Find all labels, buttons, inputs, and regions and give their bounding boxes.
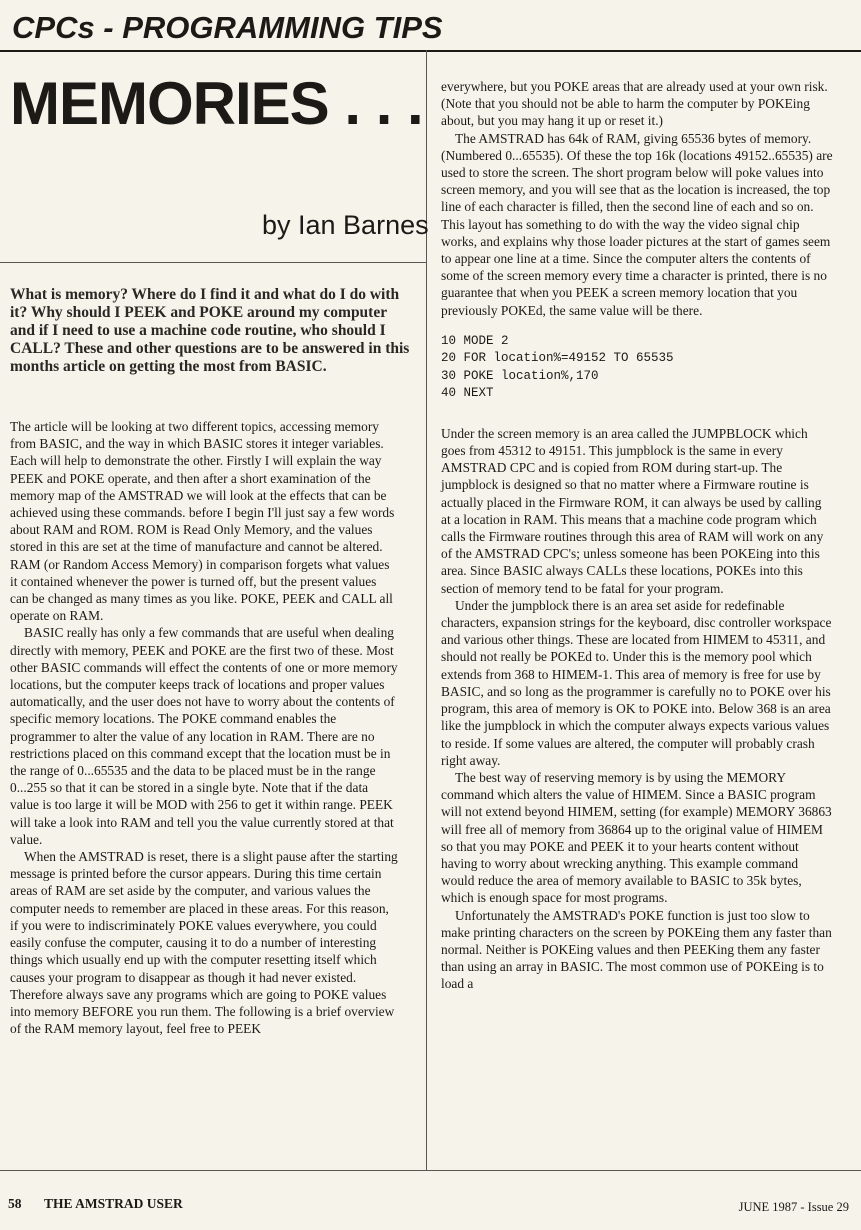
body-paragraph: The best way of reserving memory is by using the MEMORY command which alters the value of HIMEM. Since a BASIC program will not extend beyond HIMEM, setting (for example) MEMORY 36863 will free all of memory from 36864 up to the original value of HIMEM so that you may POKE and PEEK it to your hearts content without having to worry about wrecking anything. This example command would reduce the area of memory available to BASIC to 35k bytes, which is enough space for most programs. [441,769,832,906]
code-line: 40 NEXT [441,386,494,401]
byline: by Ian Barnes [262,210,429,240]
body-paragraph: The article will be looking at two different topics, accessing memory from BASIC, and the way in which BASIC stores it integer variables. Each will help to demonstrate the other. Firstly I will explain the way PEEK and POKE operate, and then after a short examination of the memory map of the AMSTRAD we will look at the effects that can be achieved using these commands. before I begin I'll just say a few words about RAM and ROM. ROM is Read Only Memory, and the values stored in this are set at the time of manufacture and cannot be altered. RAM (or Random Access Memory) in comparison forgets what values it contained whenever the power is turned off, but the present values can be changed as many times as you like. POKE, PEEK and CALL all operate on RAM. [10,419,395,624]
issue-date: JUNE 1987 - Issue 29 [738,1200,849,1214]
body-paragraph: When the AMSTRAD is reset, there is a slight pause after the starting message is printed before the cursor appears. During this time certain areas of RAM are set aside by the computer, and various values the computer needs to remember are placed in these areas. For this reason, if you were to indiscriminately POKE values everywhere, you could easily confuse the computer, causing it to do a number of interesting things which usually end up with the computer resetting itself which causes your program to disappear as though it had never existed. Therefore always save any programs which are going to POKE values into memory BEFORE you run them. The following is a brief overview of the RAM memory layout, feel free to PEEK [10,849,398,1037]
code-line: 20 FOR location%=49152 TO 65535 [441,351,674,366]
code-listing [441,333,833,403]
left-column [10,418,398,1037]
body-paragraph: Unfortunately the AMSTRAD's POKE function is just too slow to make printing characters on the screen by POKEing them any faster than normal. Neither is POKEing values and then PEEKing them any faster than using an array in BASIC. The most common use of POKEing is to load a [441,907,832,992]
intro-paragraph: What is memory? Where do I find it and what do I do with it? Why should I PEEK and POKE around my computer and if I need to use a machine code routine, who should I CALL? These and other questions are to be answered in this months article on getting the most from BASIC. [10,286,410,375]
page-number: 58 [8,1196,22,1211]
intro-rule [0,262,426,263]
section-header: CPCs - PROGRAMMING TIPS [12,10,443,45]
body-paragraph: everywhere, but you POKE areas that are already used at your own risk. (Note that you should not be able to harm the computer by POKEing about, but you may hang it up or reset it.) [441,79,828,129]
body-paragraph: Under the jumpblock there is an area set aside for redefinable characters, expansion strings for the keyboard, disc controller workspace and various other things. These are located from HIMEM to 45311, and should not really be POKEd to. Under this is the memory pool which extends from 368 to HIMEM-1. This area of memory is free for use by BASIC, and so long as the programmer is carefully no to POKE over his program, this area of memory is OK to POKE into. Below 368 is an area like the jumpblock in which the computer always expects various values to reside. If some values are altered, the computer will probably crash right away. [441,597,832,768]
header-rule [0,50,861,52]
right-column [441,78,833,993]
code-line: 30 POKE location%,170 [441,368,599,383]
body-paragraph: Under the screen memory is an area called the JUMPBLOCK which goes from 45312 to 49151. This jumpblock is the same in every AMSTRAD CPC and is copied from ROM during start-up. The jumpblock is designed so that no matter where a Firmware routine is actually placed in the Firmware ROM, it can always be used by calling at a location in RAM. This means that a machine code program which calls the Firmware routines through this area of RAM will work on any of the AMSTRAD CPC's; unless someone has been POKEing into this area. Since BASIC always CALLs these locations, POKEs into this section of memory tend to be fatal for your program. [441,425,824,596]
footer-rule [0,1170,861,1171]
publication-name: THE AMSTRAD USER [44,1196,183,1211]
body-paragraph: BASIC really has only a few commands that are useful when dealing directly with memory, PEEK and POKE are the first two of these. Most other BASIC commands will effect the contents of one or more memory locations, but the computer keeps track of locations and proper values automatically, and the user does not have to worry about the contents of specific memory locations. The POKE command enables the programmer to alter the value of any location in RAM. There are no restrictions placed on this command except that the location must be in the range of 0...65535 and the data to be placed must be in the range 0...255 so that it can be stored in a single byte. Note that if the data value is too large it will be MOD with 256 to get it within range. PEEK will take a look into RAM and tell you the value currently stored at that value. [10,625,398,847]
body-paragraph: The AMSTRAD has 64k of RAM, giving 65536 bytes of memory. (Numbered 0...65535). Of these the top 16k (locations 49152..65535) are used to store the screen. The short program below will poke values into screen memory, and you will see that as the location is increased, the top line of each character is filled, then the second line of each and so on. This layout has something to do with the way the video signal chip works, and explains why those loader pictures at the start of games seem to appear one line at a time. Since the computer alters the contents of some of the screen memory every time a character is printed, there is no guarantee that when you PEEK a screen memory location that you previously POKEd, the same value will be there. [441,130,833,318]
code-line: 10 MODE 2 [441,333,509,348]
article-title: MEMORIES . . . [10,70,423,137]
